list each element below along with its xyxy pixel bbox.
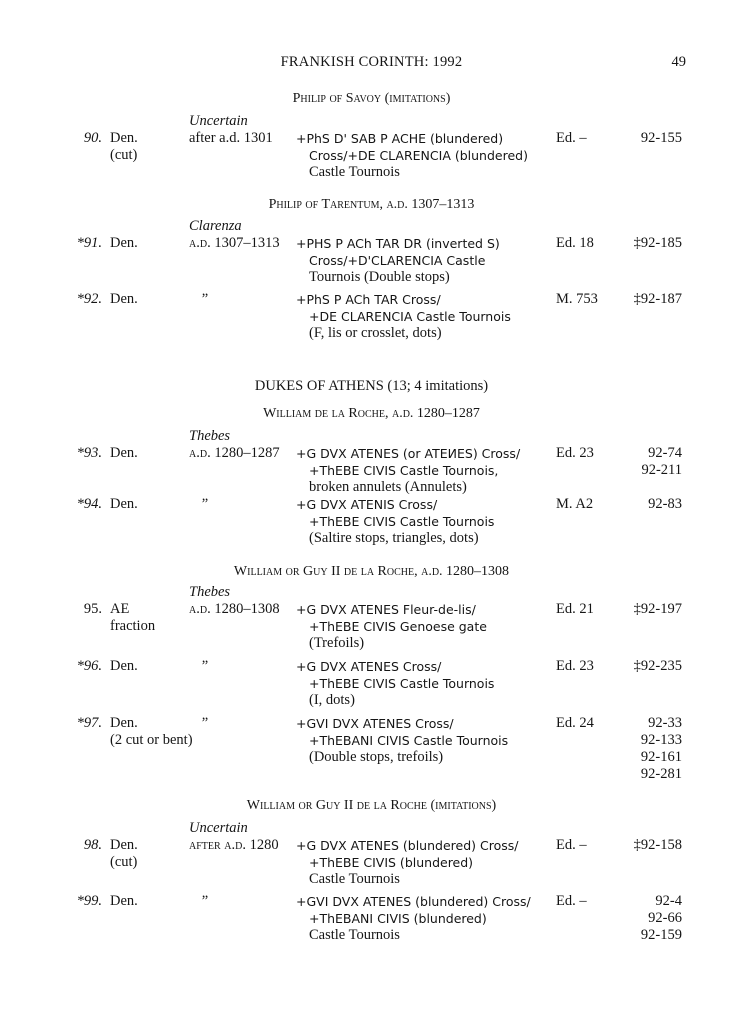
description-line: Cross/+D'CLARENCIA Castle <box>309 253 486 268</box>
description-line: +G DVX ATENIS Cross/ <box>296 497 438 512</box>
inventory-numbers <box>612 715 682 783</box>
running-title: FRANKISH CORINTH: 1992 <box>280 54 463 70</box>
denomination-line: AE <box>110 601 130 617</box>
denomination <box>110 130 200 164</box>
denomination-line: Den. <box>110 235 138 251</box>
inventory-number: 92-281 <box>640 766 682 782</box>
inventory-number: ‡92-197 <box>633 601 682 617</box>
section-heading-philip-savoy-imitations: Philip of Savoy (imitations) <box>292 91 451 106</box>
section-heading-philip-tarentum: Philip of Tarentum, a.d. 1307–1313 <box>268 197 475 212</box>
denomination <box>110 658 200 675</box>
description-line: +DE CLARENCIA Castle Tournois <box>309 309 511 324</box>
inventory-number: 92-33 <box>648 715 682 731</box>
entry-number: 95. <box>83 601 102 617</box>
date-range: a.d. 1280–1308 <box>189 601 280 617</box>
entry-number: *91. <box>76 235 102 251</box>
ditto-mark: ” <box>201 496 209 512</box>
reference: Ed. 21 <box>556 601 594 617</box>
denomination <box>110 235 200 252</box>
description-line: (Saltire stops, triangles, dots) <box>309 530 479 546</box>
denomination-line: Den. <box>110 893 138 909</box>
denomination-line: fraction <box>110 618 156 634</box>
description-line: (F, lis or crosslet, dots) <box>309 325 442 341</box>
inventory-number: ‡92-235 <box>633 658 682 674</box>
entry-number: *96. <box>76 658 102 674</box>
inventory-number: 92-4 <box>655 893 682 909</box>
description-line: +PhS D' SAB P ACHE (blundered) <box>296 131 504 146</box>
inventory-numbers <box>612 658 682 675</box>
denomination-line: (cut) <box>110 147 138 163</box>
denomination <box>110 445 200 462</box>
denomination-line: Den. <box>110 445 138 461</box>
denomination <box>110 601 200 635</box>
description-line: +ThEBE CIVIS Genoese gate <box>309 619 487 634</box>
mint-label: Thebes <box>189 428 231 444</box>
inventory-numbers <box>612 130 682 147</box>
mint-label: Clarenza <box>189 218 242 234</box>
denomination <box>110 291 200 308</box>
entry-number: *94. <box>76 496 102 512</box>
inventory-numbers <box>612 291 682 308</box>
denomination-line: (2 cut or bent) <box>110 732 193 748</box>
entry-number: 90. <box>83 130 102 146</box>
coin-description <box>296 130 558 181</box>
description-line: Castle Tournois <box>309 927 400 943</box>
ditto-mark: ” <box>201 658 209 674</box>
mint-label: Thebes <box>189 584 231 600</box>
coin-description <box>296 445 558 496</box>
page-number: 49 <box>671 54 686 70</box>
entry-number: 98. <box>83 837 102 853</box>
inventory-number: 92-74 <box>648 445 682 461</box>
denomination <box>110 837 200 871</box>
reference: Ed. 23 <box>556 445 594 461</box>
coin-description <box>296 715 558 766</box>
description-line: +ThEBANI CIVIS (blundered) <box>309 911 487 926</box>
inventory-number: 92-83 <box>648 496 682 512</box>
inventory-numbers <box>612 235 682 252</box>
date-range: a.d. 1307–1313 <box>189 235 280 251</box>
page-header <box>0 54 743 72</box>
section-heading-william-or-guy-ii: William or Guy II de la Roche, a.d. 1280–1308 <box>233 564 510 579</box>
reference: Ed. – <box>556 893 587 909</box>
description-line: +G DVX ATENES Fleur-de-lis/ <box>296 602 476 617</box>
ditto-mark: ” <box>201 893 209 909</box>
reference: M. 753 <box>556 291 598 307</box>
inventory-numbers <box>612 445 682 479</box>
ditto-mark: ” <box>201 291 209 307</box>
inventory-number: 92-66 <box>648 910 682 926</box>
reference: Ed. – <box>556 837 587 853</box>
denomination-line: Den. <box>110 837 138 853</box>
inventory-number: 92-133 <box>640 732 682 748</box>
denomination <box>110 496 200 513</box>
reference: Ed. 18 <box>556 235 594 251</box>
inventory-numbers <box>612 496 682 513</box>
description-line: (I, dots) <box>309 692 355 708</box>
section-heading-dukes-of-athens: DUKES OF ATHENS (13; 4 imitations) <box>254 378 489 394</box>
coin-description <box>296 291 558 342</box>
denomination-line: Den. <box>110 715 138 731</box>
coin-description <box>296 837 558 888</box>
denomination-line: Den. <box>110 658 138 674</box>
mint-label: Uncertain <box>189 820 248 836</box>
inventory-number: 92-161 <box>640 749 682 765</box>
coin-description <box>296 601 558 652</box>
date-range: after a.d. 1301 <box>189 130 273 146</box>
description-line: (Trefoils) <box>309 635 365 651</box>
denomination <box>110 893 200 910</box>
coin-description <box>296 658 558 709</box>
entry-number: *97. <box>76 715 102 731</box>
description-line: Castle Tournois <box>309 871 400 887</box>
inventory-number: ‡92-185 <box>633 235 682 251</box>
denomination-line: Den. <box>110 496 138 512</box>
inventory-number: ‡92-187 <box>633 291 682 307</box>
inventory-number: ‡92-158 <box>633 837 682 853</box>
denomination <box>110 715 200 749</box>
reference: Ed. 24 <box>556 715 594 731</box>
description-line: +GVI DVX ATENES (blundered) Cross/ <box>296 894 531 909</box>
denomination-line: Den. <box>110 291 138 307</box>
description-line: +GVI DVX ATENES Cross/ <box>296 716 454 731</box>
inventory-numbers <box>612 601 682 618</box>
inventory-numbers <box>612 837 682 854</box>
description-line: +G DVX ATENES Cross/ <box>296 659 442 674</box>
section-heading-william-or-guy-ii-imitations: William or Guy II de la Roche (imitations) <box>246 798 497 813</box>
denomination-line: Den. <box>110 130 138 146</box>
description-line: +PHS P ACh TAR DR (inverted S) <box>296 236 500 251</box>
entry-number: *93. <box>76 445 102 461</box>
description-line: +PhS P ACh TAR Cross/ <box>296 292 441 307</box>
coin-description <box>296 496 558 547</box>
description-line: broken annulets (Annulets) <box>309 479 467 495</box>
inventory-number: 92-211 <box>641 462 682 478</box>
section-heading-william-de-la-roche: William de la Roche, a.d. 1280–1287 <box>263 406 480 421</box>
description-line: (Double stops, trefoils) <box>309 749 444 765</box>
coin-description <box>296 893 558 944</box>
description-line: Cross/+DE CLARENCIA (blundered) <box>309 148 528 163</box>
description-line: +ThEBE CIVIS Castle Tournois, <box>309 463 499 478</box>
coin-description <box>296 235 558 286</box>
ditto-mark: ” <box>201 715 209 731</box>
inventory-number: 92-159 <box>640 927 682 943</box>
entry-number: *99. <box>76 893 102 909</box>
date-range: a.d. 1280–1287 <box>189 445 280 461</box>
reference: Ed. – <box>556 130 587 146</box>
description-line: +ThEBANI CIVIS Castle Tournois <box>309 733 509 748</box>
reference: Ed. 23 <box>556 658 594 674</box>
reference: M. A2 <box>556 496 594 512</box>
entry-number: *92. <box>76 291 102 307</box>
mint-label: Uncertain <box>189 113 248 129</box>
description-line: +G DVX ATENES (blundered) Cross/ <box>296 838 519 853</box>
description-line: +ThEBE CIVIS Castle Tournois <box>309 676 495 691</box>
description-line: +ThEBE CIVIS (blundered) <box>309 855 474 870</box>
inventory-number: 92-155 <box>640 130 682 146</box>
description-line: +G DVX ATENES (or ATEИES) Cross/ <box>296 446 521 461</box>
description-line: Castle Tournois <box>309 164 400 180</box>
description-line: +ThEBE CIVIS Castle Tournois <box>309 514 495 529</box>
inventory-numbers <box>612 893 682 944</box>
date-range: after a.d. 1280 <box>189 837 279 853</box>
description-line: Tournois (Double stops) <box>309 269 450 285</box>
denomination-line: (cut) <box>110 854 138 870</box>
